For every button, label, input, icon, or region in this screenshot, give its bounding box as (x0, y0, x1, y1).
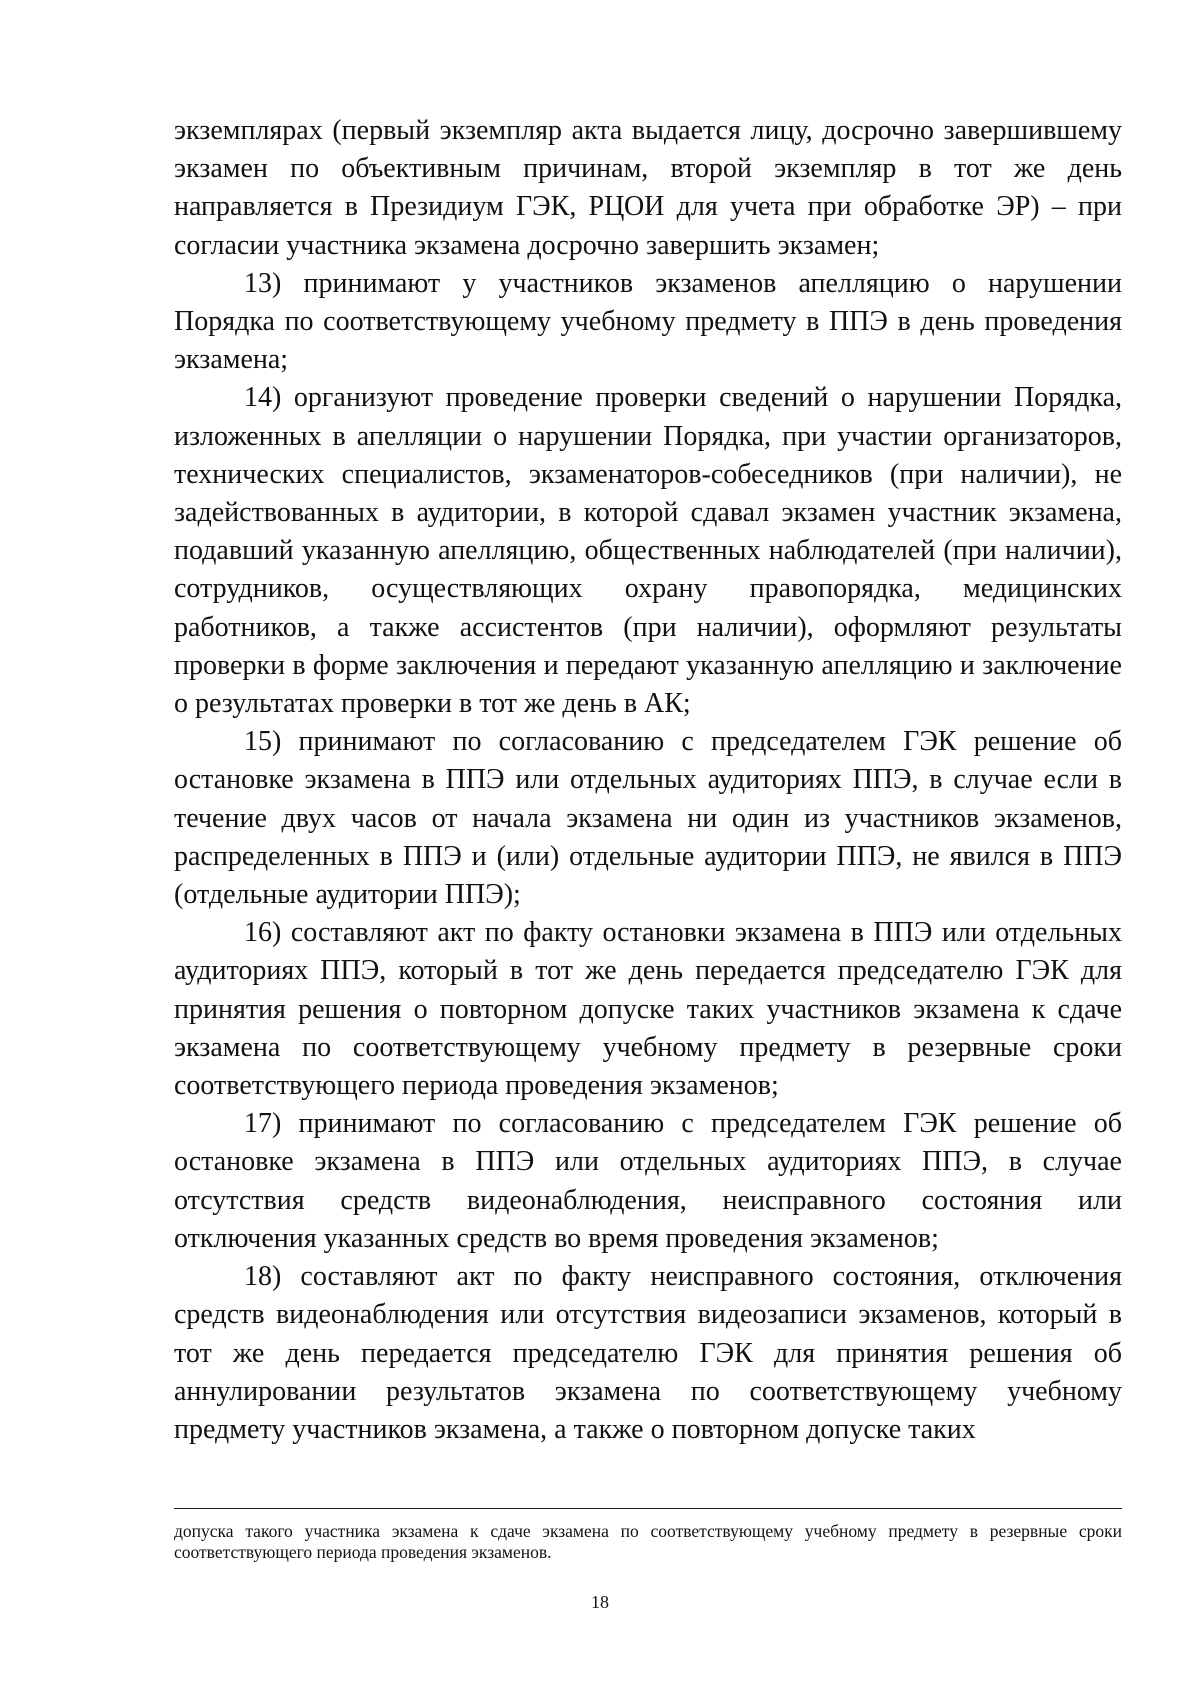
footnote-divider (174, 1508, 1122, 1509)
page-number: 18 (591, 1592, 609, 1612)
paragraph-item-15: 15) принимают по согласованию с председателем ГЭК решение об остановке экзамена в ППЭ или отдельных аудиториях ППЭ, в случае если в течение двух часов от начала экзамена ни один из участников экзаменов, распределенных в ППЭ и (или) отдельные аудитории ППЭ, не явился в ППЭ (отдельные аудитории ППЭ); (174, 726, 1122, 911)
paragraph-item-13: 13) принимают у участников экзаменов апелляцию о нарушении Порядка по соответствующему учебному предмету в ППЭ в день проведения экзамена; (174, 267, 1122, 376)
footnote-text: допуска такого участника экзамена к сдаче экзамена по соответствующему учебному предмету в резервные сроки соответствующего периода проведения экзаменов. (174, 1521, 1122, 1562)
paragraph-item-14: 14) организуют проведение проверки сведений о нарушении Порядка, изложенных в апелляции о нарушении Порядка, при участии организаторов, технических специалистов, экзаменаторов-собеседников (при наличии), не задействованных в аудитории, в которой сдавал экзамен участник экзамена, подавший указанную апелляцию, общественных наблюдателей (при наличии), сотрудников, осуществляющих охрану правопорядка, медицинских работников, а также ассистентов (при наличии), оформляют результаты проверки в форме заключения и передают указанную апелляцию и заключение о результатах проверки в тот же день в АК; (174, 382, 1122, 720)
paragraph-item-18: 18) составляют акт по факту неисправного состояния, отключения средств видеонаблюдения или отсутствия видеозаписи экзаменов, который в тот же день передается председателю ГЭК для принятия решения об аннулировании результатов экзамена по соответствующему учебному предмету участников экзамена, а также о повторном допуске таких (174, 1261, 1122, 1445)
paragraph-item-17: 17) принимают по согласованию с председателем ГЭК решение об остановке экзамена в ППЭ или отдельных аудиториях ППЭ, в случае отсутствия средств видеонаблюдения, неисправного состояния или отключения указанных средств во время проведения экзаменов; (174, 1108, 1122, 1254)
page-body (174, 112, 1122, 1449)
paragraph-item-16: 16) составляют акт по факту остановки экзамена в ППЭ или отдельных аудиториях ППЭ, который в тот же день передается председателю ГЭК для принятия решения о повторном допуске таких участников экзамена к сдаче экзамена по соответствующему учебному предмету в резервные сроки соответствующего периода проведения экзаменов; (174, 917, 1122, 1102)
paragraph-item-12-continuation: экземплярах (первый экземпляр акта выдается лицу, досрочно завершившему экзамен по объективным причинам, второй экземпляр в тот же день направляется в Президиум ГЭК, РЦОИ для учета при обработке ЭР) – при согласии участника экзамена досрочно завершить экзамен; (174, 115, 1122, 261)
